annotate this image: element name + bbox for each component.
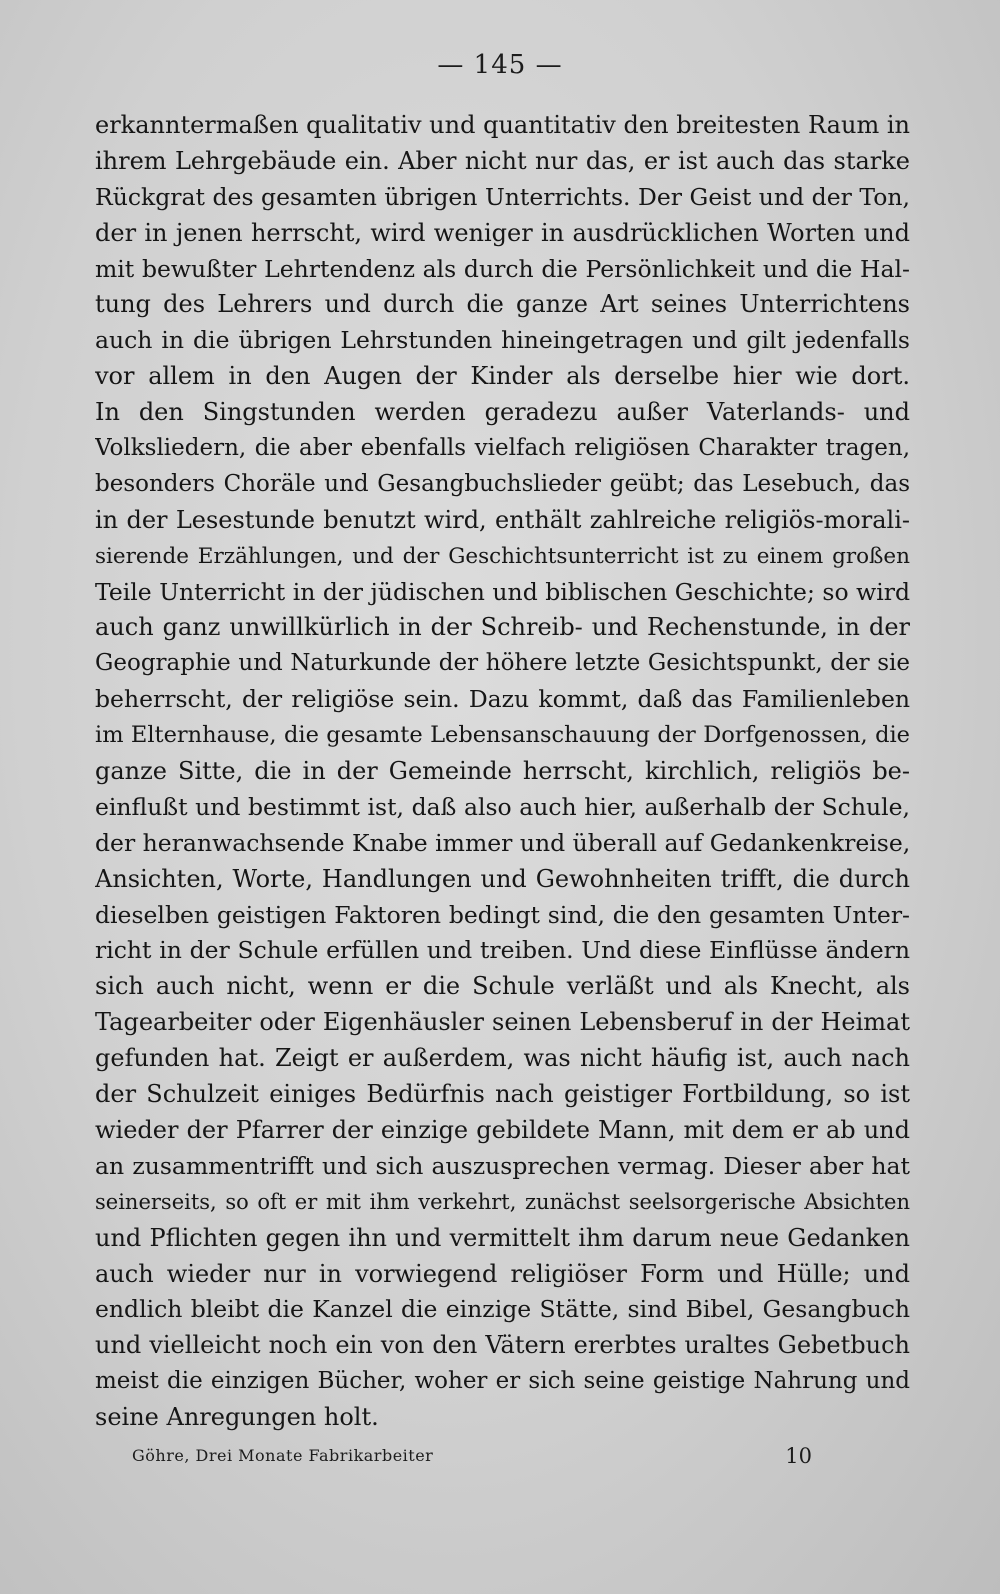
text-line: wieder der Pfarrer der einzige gebildete Mann, mit dem er ab und [95,1115,910,1144]
footer-signature-mark: 10 [785,1444,812,1468]
text-line: mit bewußter Lehrtendenz als durch die Persönlichkeit und die Hal- [95,254,910,283]
text-line: Tagearbeiter oder Eigenhäusler seinen Lebensberuf in der Heimat [95,1008,910,1037]
text-line: sierende Erzählungen, und der Geschichtsunterricht ist zu einem großen [95,543,910,569]
text-line: und vielleicht noch ein von den Vätern ererbtes uraltes Gebetbuch [95,1331,910,1360]
text-line: besonders Choräle und Gesangbuchslieder geübt; das Lesebuch, das [95,470,910,497]
text-line: dieselben geistigen Faktoren bedingt sind, die den gesamten Unter- [95,900,910,929]
text-line: in der Lesestunde benutzt wird, enthält zahlreiche religiös-morali- [95,505,910,534]
text-line: Geographie und Naturkunde der höhere letzte Gesichtspunkt, der sie [95,650,910,677]
text-line: beherrscht, der religiöse sein. Dazu kommt, daß das Familienleben [95,685,910,714]
text-line: tung des Lehrers und durch die ganze Art seines Unterrichtens [95,290,910,319]
text-line: der Schulzeit einiges Bedürfnis nach geistiger Fortbildung, so ist [95,1080,910,1109]
text-line: Teile Unterricht in der jüdischen und biblischen Geschichte; so wird [95,577,910,606]
text-line: gefunden hat. Zeigt er außerdem, was nicht häufig ist, auch nach [95,1044,910,1073]
text-line: einflußt und bestimmt ist, daß also auch hier, außerhalb der Schule, [95,792,910,821]
text-line: der heranwachsende Knabe immer und überall auf Gedankenkreise, [95,828,910,857]
text-line: endlich bleibt die Kanzel die einzige Stätte, sind Bibel, Gesangbuch [95,1295,910,1324]
text-line: auch in die übrigen Lehrstunden hineingetragen und gilt jedenfalls [95,326,910,355]
footer-book-title: Göhre, Drei Monate Fabrikarbeiter [132,1446,434,1465]
text-line: In den Singstunden werden geradezu außer Vaterlands- und [95,398,910,427]
text-line: sich auch nicht, wenn er die Schule verläßt und als Knecht, als [95,972,910,1001]
text-line: Volksliedern, die aber ebenfalls vielfach religiösen Charakter tragen, [95,435,910,462]
text-line: seinerseits, so oft er mit ihm verkehrt, zunächst seelsorgerische Absichten [95,1189,910,1214]
text-line: meist die einzigen Bücher, woher er sich seine geistige Nahrung und [95,1368,910,1395]
text-line: Rückgrat des gesamten übrigen Unterrichts. Der Geist und der Ton, [95,182,910,211]
text-line: der in jenen herrscht, wird weniger in ausdrücklichen Worten und [95,218,910,247]
text-line: richt in der Schule erfüllen und treiben. Und diese Einflüsse ändern [95,936,910,965]
text-line: und Pflichten gegen ihn und vermittelt ihm darum neue Gedanken [95,1223,910,1252]
text-line: auch ganz unwillkürlich in der Schreib- und Rechenstunde, in der [95,613,910,642]
text-line: Ansichten, Worte, Handlungen und Gewohnheiten trifft, die durch [95,864,910,893]
text-line: ganze Sitte, die in der Gemeinde herrscht, kirchlich, religiös be- [95,757,910,786]
text-line: im Elternhause, die gesamte Lebensanschauung der Dorfgenossen, die [95,722,910,749]
page-number-header: — 145 — [437,50,563,80]
text-line: seine Anregungen holt. [95,1403,379,1432]
text-line: ihrem Lehrgebäude ein. Aber nicht nur das, er ist auch das starke [95,146,910,175]
text-line: vor allem in den Augen der Kinder als derselbe hier wie dort. [95,362,910,391]
text-line: an zusammentrifft und sich auszusprechen vermag. Dieser aber hat [95,1151,910,1180]
text-line: erkanntermaßen qualitativ und quantitativ den breitesten Raum in [95,111,910,139]
text-line: auch wieder nur in vorwiegend religiöser Form und Hülle; und [95,1259,910,1288]
body-text [95,108,910,1436]
